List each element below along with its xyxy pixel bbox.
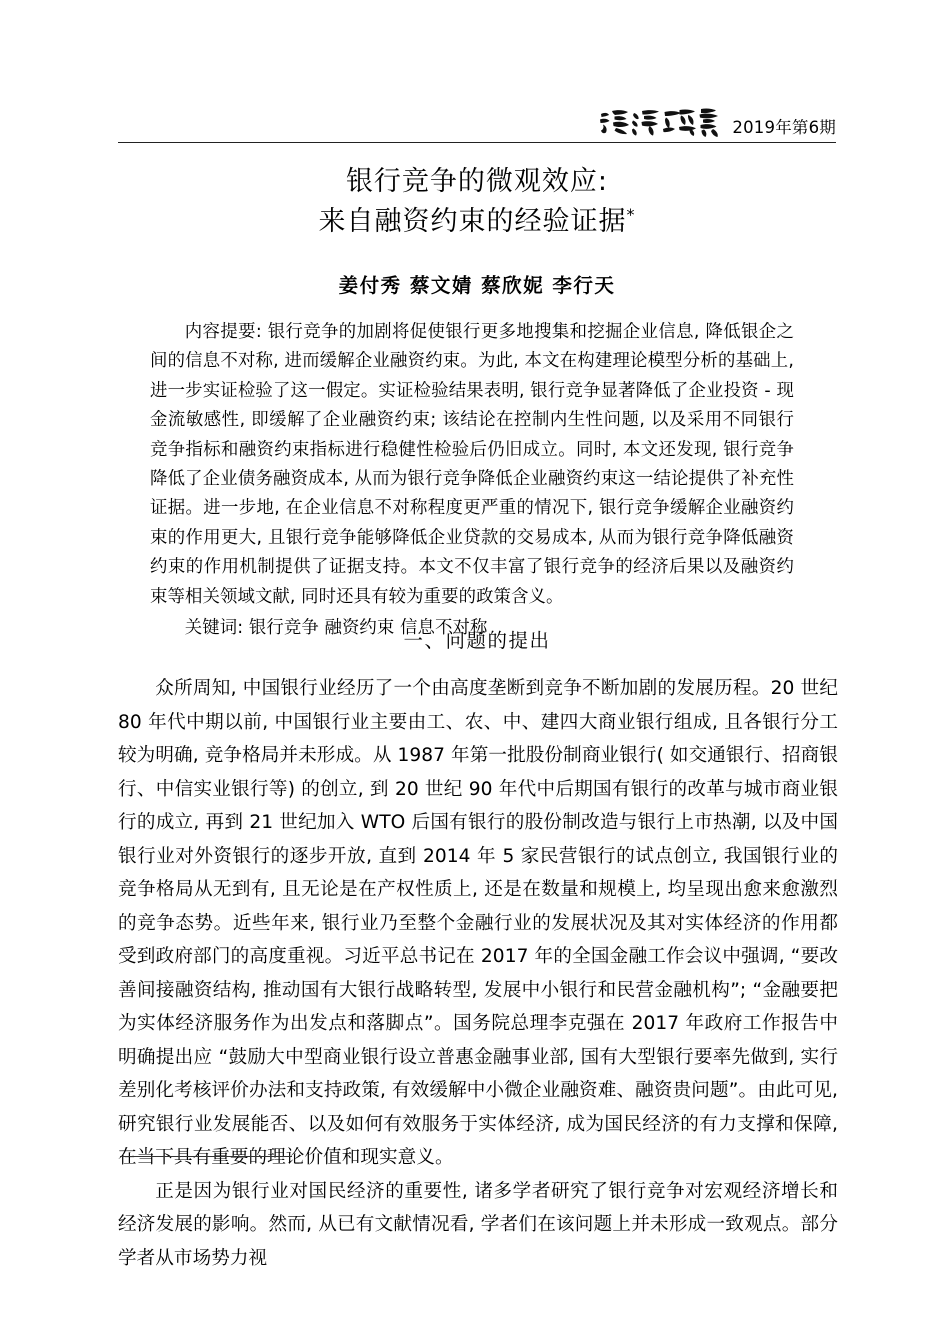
section-heading: 一、问题的提出 bbox=[403, 629, 551, 652]
title-footnote-marker: * bbox=[626, 205, 636, 224]
author-list: 姜付秀 蔡文婧 蔡欣妮 李行天 bbox=[338, 274, 616, 297]
masthead-divider bbox=[118, 142, 836, 143]
issue-label: 2019年第6期 bbox=[732, 117, 836, 137]
title-block bbox=[118, 162, 836, 300]
body-block bbox=[118, 672, 838, 1275]
masthead bbox=[118, 98, 836, 144]
title-line-2-text: 来自融资约束的经验证据 bbox=[318, 206, 627, 237]
journal-calligraphy-logo-icon bbox=[598, 104, 726, 138]
keywords-text: 关键词: 银行竞争 融资约束 信息不对称 bbox=[184, 618, 488, 639]
masthead-content bbox=[118, 98, 836, 138]
title-line-1: 银行竞争的微观效应: bbox=[345, 166, 609, 197]
footnote-separator bbox=[120, 1156, 292, 1157]
body-paragraph-1: 众所周知, 中国银行业经历了一个由高度垄断到竞争不断加剧的发展历程。20 世纪 80 年代中期以前, 中国银行业主要由工、农、中、建四大商业银行组成, 且各银行分工较为明确, 竞争格局并未形成。从 1987 年第一批股份制商业银行( 如交通银行、招商银行、中信实业银行等) 的创立, 到 20 世纪 90 年代中后期国有银行的改革与城市商业银行的成立, 再到 21 世纪加入 WTO 后国有银行的股份制改造与银行上市热潮, 以及中国银行业对外资银行的逐步开放, 直到 2014 年 5 家民营银行的试点创立, 我国银行业的竞争格局从无到有, 且无论是在产权性质上, 还是在数量和规模上, 均呈现出愈来愈激烈的竞争态势。近些年来, 银行业乃至整个金融行业的发展状况及其对实体经济的作用都受到政府部门的高度重视。习近平总书记在 2017 年的全国金融工作会议中强调, “要改善间接融资结构, 推动国有大银行战略转型, 发展中小银行和民营金融机构”; “金融要把为实体经济服务作为出发点和落脚点”。国务院总理李克强在 2017 年政府工作报告中明确提出应 “鼓励大中型商业银行设立普惠金融事业部, 国有大型银行要率先做到, 实行差别化考核评价办法和支持政策, 有效缓解中小微企业融资难、融资贵问题”。由此可见, 研究银行业发展能否、以及如何有效服务于实体经济, 成为国民经济的有力支撑和保障, 在当下具有重要的理论价值和现实意义。 bbox=[118, 678, 838, 1168]
page-title bbox=[118, 162, 836, 242]
abstract-text: 内容提要: 银行竞争的加剧将促使银行更多地搜集和挖掘企业信息, 降低银企之间的信息不对称, 进而缓解企业融资约束。为此, 本文在构建理论模型分析的基础上, 进一步实证检验了这一假定。实证检验结果表明, 银行竞争显著降低了企业投资 - 现金流敏感性, 即缓解了企业融资约束; 该结论在控制内生性问题, 以及采用不同银行竞争指标和融资约束指标进行稳健性检验后仍旧成立。同时, 本文还发现, 银行竞争降低了企业债务融资成本, 从而为银行竞争降低企业融资约束这一结论提供了补充性证据。进一步地, 在企业信息不对称程度更严重的情况下, 银行竞争缓解企业融资约束的作用更大, 且银行竞争能够降低企业贷款的交易成本, 从而为银行竞争降低融资约束的作用机制提供了证据支持。本文不仅丰富了银行竞争的经济后果以及融资约束等相关领域文献, 同时还具有较为重要的政策含义。 bbox=[150, 322, 794, 607]
title-line-2 bbox=[118, 202, 836, 242]
body-paragraph-2: 正是因为银行业对国民经济的重要性, 诸多学者研究了银行竞争对宏观经济增长和经济发展的影响。然而, 从已有文献情况看, 学者们在该问题上并未形成一致观点。部分学者从市场势力视 bbox=[118, 1180, 838, 1269]
abstract-block bbox=[150, 318, 794, 643]
